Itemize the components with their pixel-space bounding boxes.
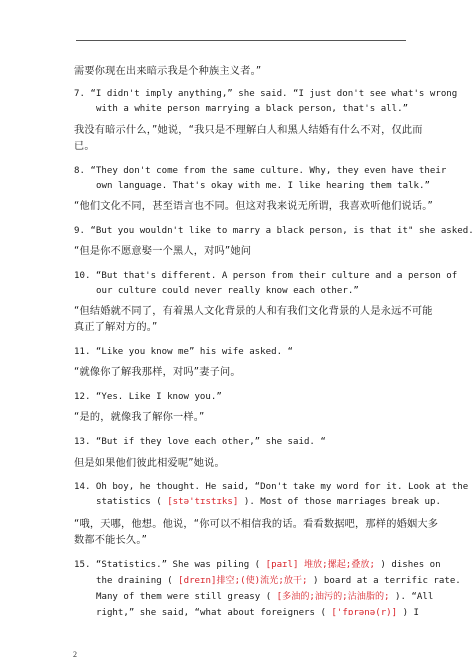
text-line: 12. “Yes. Like I know you.” (74, 392, 222, 402)
text-line: “但结婚就不同了，有着黑人文化背景的人和有我们文化背景的人是永远不可能 (74, 306, 433, 317)
text-line: 我没有暗示什么，”她说，“我只是不理解白人和黑人结婚有什么不对，仅此而 (74, 125, 423, 136)
text-line: 需要你现在出来暗示我是个种族主义者。” (74, 66, 262, 77)
text-line: right,” she said, “what about foreigners ( ['fɒrənə(r)] ) I (96, 608, 420, 618)
text-line: “就像你了解我那样，对吗”妻子问。 (74, 367, 241, 378)
text-line: 9. “But you wouldn't like to marry a black person, is that it" she asked. (74, 226, 474, 236)
text-line: Many of them were still greasy ( [多油的;油污的;沾油脂的; ). “All (96, 592, 434, 602)
text-line: 真正了解对方的。” (74, 322, 158, 333)
text-line: 14. Oh boy, he thought. He said, “Don't take my word for it. Look at the (74, 482, 469, 492)
phonetic-annotation: [多油的;油污的;沾油脂的; (276, 592, 390, 602)
phonetic-annotation: [dreɪn]排空;(使)流光;放干; (178, 576, 308, 586)
text-line: with a white person marrying a black person, that's all.” (96, 104, 409, 114)
text-line: “是的，就像我了解你一样。” (74, 412, 205, 423)
text-line: “但是你不愿意娶一个黑人，对吗”她问 (74, 246, 252, 257)
text-line: 10. “But that's different. A person from their culture and a person of (74, 271, 458, 281)
phonetic-annotation: ['fɒrənə(r)] (331, 608, 398, 618)
text-line: 数都不能长久。” (74, 535, 148, 546)
text-line: own language. That's okay with me. I like hearing them talk.” (96, 181, 430, 191)
text-line: 13. “But if they love each other,” she said. “ (74, 437, 326, 447)
text-line: our culture could never really know each other.” (96, 286, 359, 296)
page-number: 2 (73, 650, 77, 659)
text-line: 8. “They don't come from the same culture. Why, they even have their (74, 166, 447, 176)
text-line: 但是如果他们彼此相爱呢”她说。 (74, 458, 225, 469)
header-rule (76, 40, 406, 41)
text-line: 15. “Statistics.” She was piling ( [paɪl] 堆放;摞起;叠放; ) dishes on (74, 560, 441, 570)
phonetic-annotation: [paɪl] 堆放;摞起;叠放; (265, 560, 375, 570)
text-line: 已。 (74, 141, 95, 152)
text-line: “哦，天哪，他想。他说，“你可以不相信我的话。看看数据吧，那样的婚姻大多 (74, 519, 439, 530)
text-line: “他们文化不同，甚至语言也不同。但这对我来说无所谓，我喜欢听他们说话。” (74, 201, 434, 212)
text-line: 11. “Like you know me” his wife asked. “ (74, 347, 293, 357)
text-line: the draining ( [dreɪn]排空;(使)流光;放干; ) board at a terrific rate. (96, 576, 461, 586)
text-line: 7. “I didn't imply anything,” she said. “I just don't see what's wrong (74, 89, 458, 99)
text-line: statistics ( [stə'tɪstɪks] ). Most of those marriages break up. (96, 497, 441, 507)
phonetic-annotation: [stə'tɪstɪks] (167, 497, 239, 507)
